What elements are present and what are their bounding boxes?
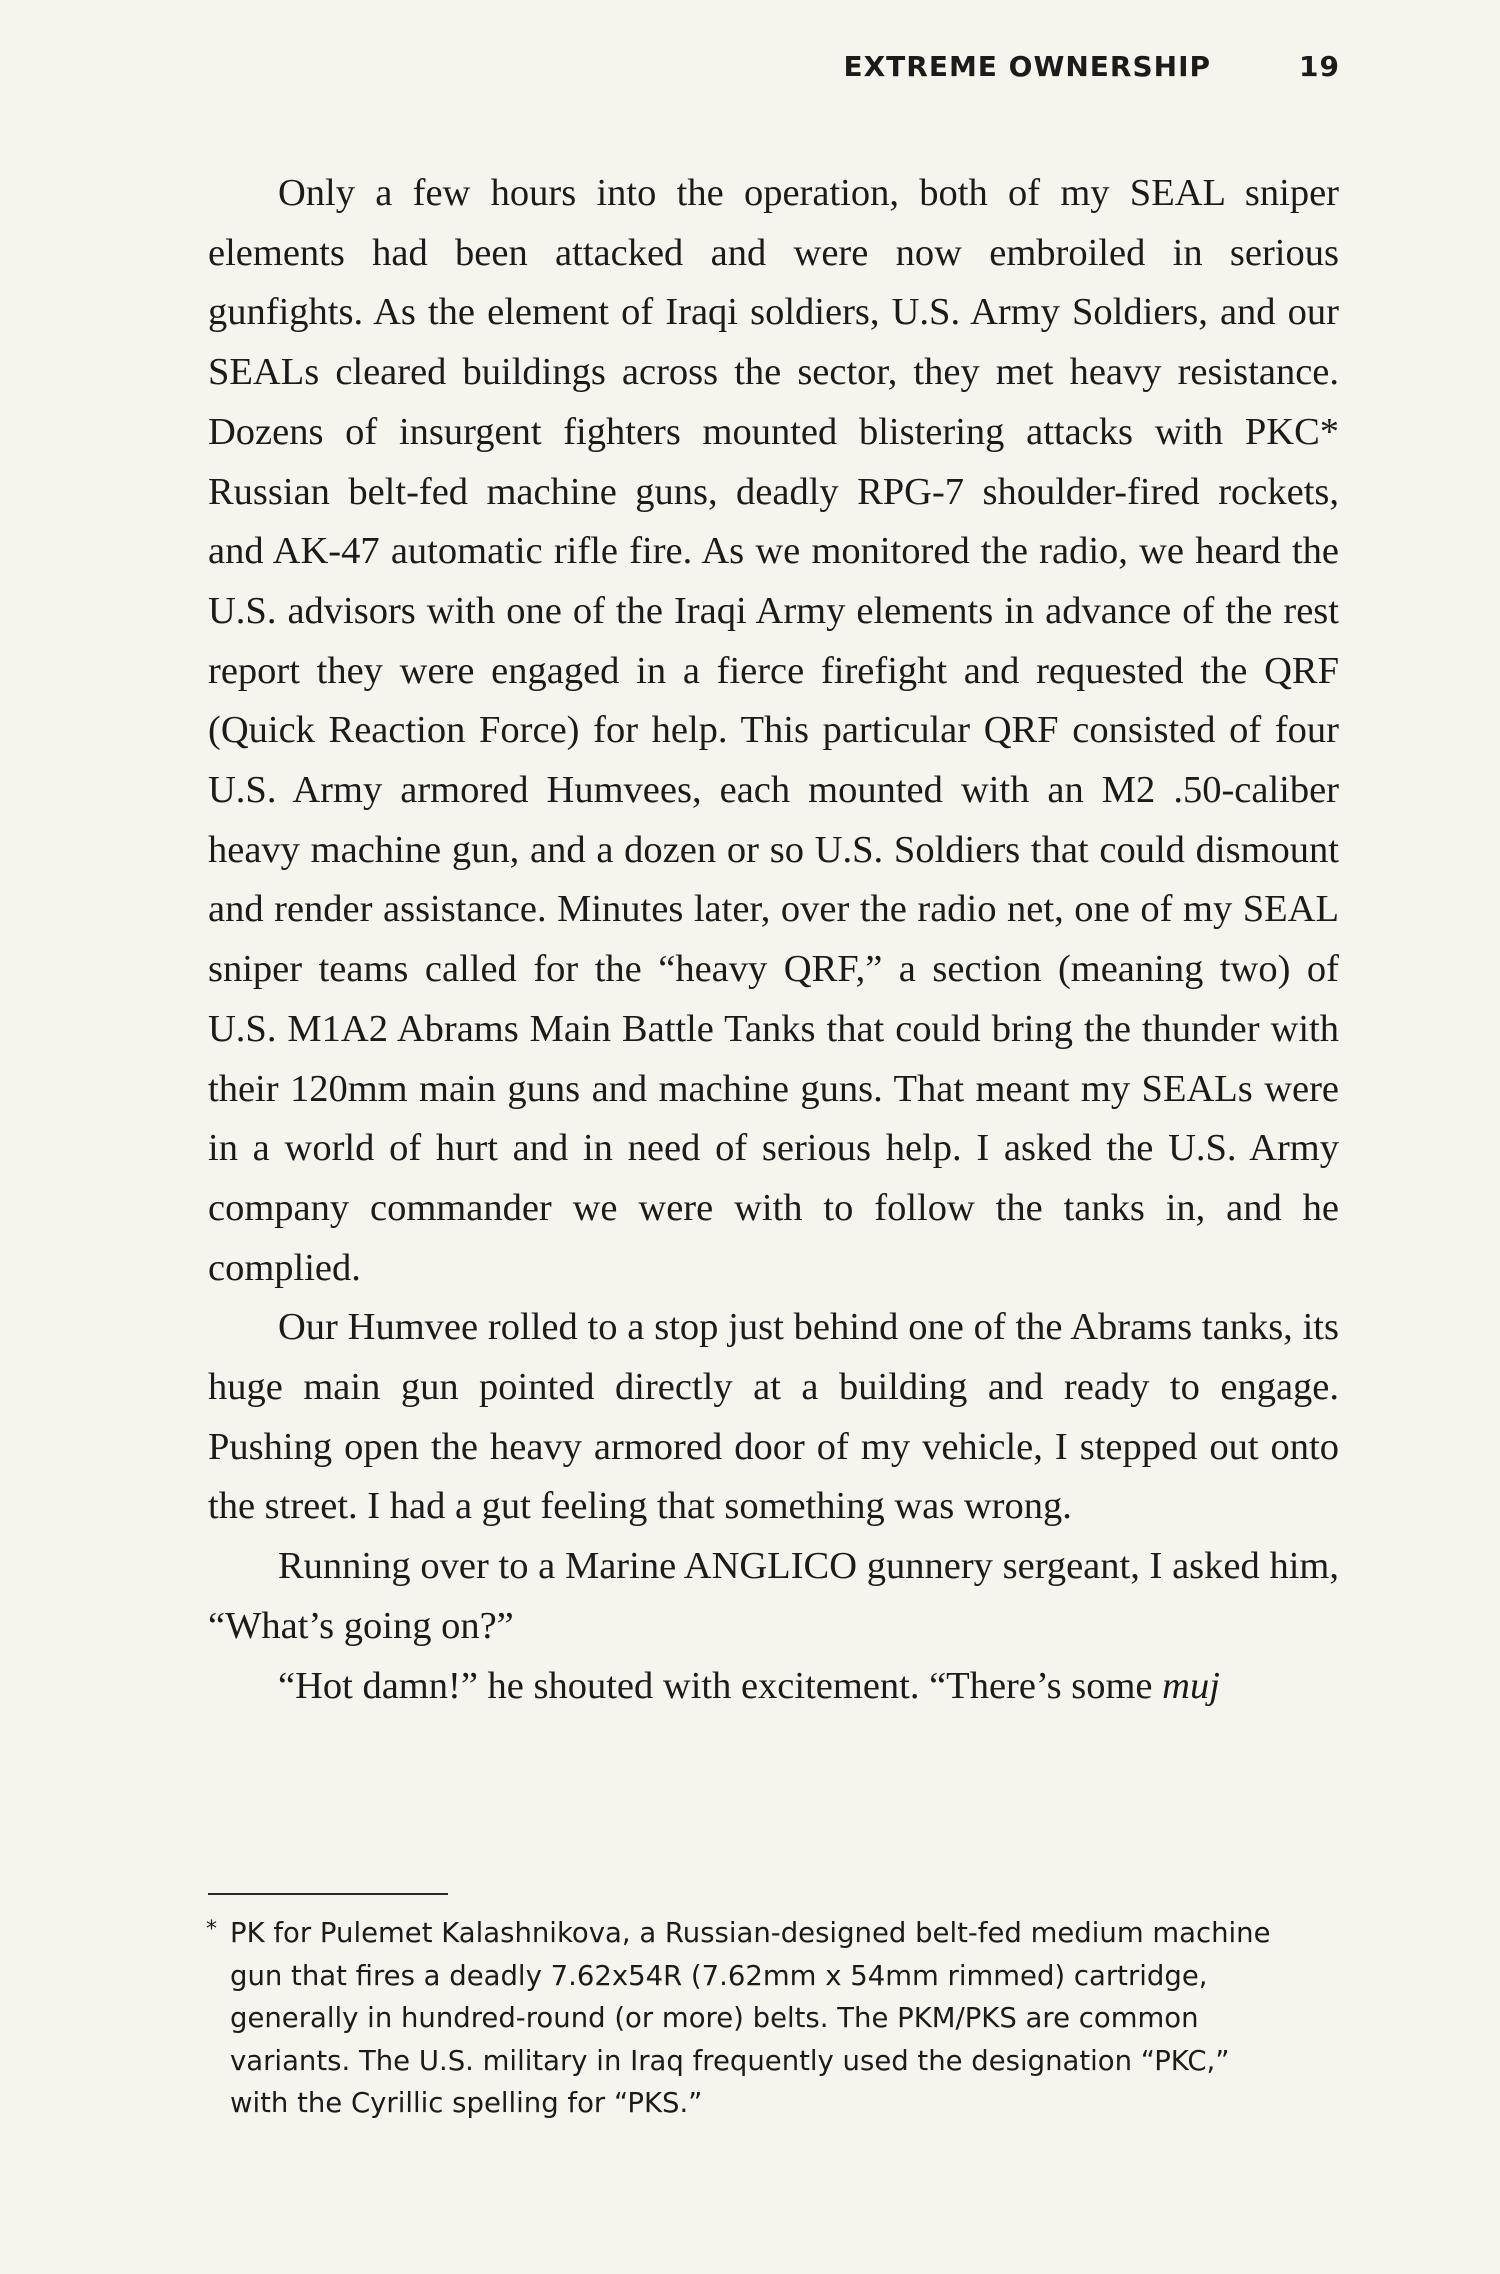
page-number: 19 — [1299, 50, 1340, 83]
footnote-line: gun that fires a deadly 7.62x54R (7.62mm x 54mm rimmed) cartridge, — [230, 1959, 1208, 1992]
paragraph: Our Humvee rolled to a stop just behind one of the Abrams tanks, its huge main gun pointed directly at a building and ready to engage. Pushing open the heavy armored door of my vehicle, I stepped out onto the street. I had a gut feeling that something was wrong. — [208, 1306, 1339, 1528]
footnote-line: variants. The U.S. military in Iraq frequently used the designation “PKC,” — [230, 2044, 1230, 2077]
footnote-line: with the Cyrillic spelling for “PKS.” — [230, 2087, 703, 2119]
footnote-line: generally in hundred-round (or more) belts. The PKM/PKS are common — [230, 2002, 1199, 2034]
footnote-line — [206, 1909, 1326, 1955]
paragraph: Only a few hours into the operation, both of my SEAL sniper elements had been attacked and were now embroiled in serious gunfights. As the element of Iraqi soldiers, U.S. Army Soldiers, and our SEALs cleared buildings across the sector, they met heavy resistance. Dozens of insurgent fighters mounted blistering attacks with PKC* Russian belt-fed machine guns, deadly RPG-7 shoulder-fired rockets, and AK-47 automatic rifle fire. As we monitored the radio, we heard the U.S. advisors with one of the Iraqi Army elements in advance of the rest report they were engaged in a fierce firefight and requested the QRF (Quick Reaction Force) for help. This particular QRF consisted of four U.S. Army armored Humvees, each mounted with an M2 .50-caliber heavy machine gun, and a dozen or so U.S. Soldiers that could dismount and render assistance. Minutes later, over the radio net, one of my SEAL sniper teams called for the “heavy QRF,” a section (meaning two) of U.S. M1A2 Abrams Main Battle Tanks that could bring the thunder with their 120mm main guns and machine guns. That meant my SEALs were in a world of hurt and in need of serious help. I asked the U.S. Army company commander we were with to follow the tanks in, and he complied. — [208, 172, 1339, 1289]
italic-word: muj — [1162, 1664, 1220, 1707]
footnote-divider — [208, 1893, 448, 1895]
body-text — [208, 164, 1339, 1716]
book-title-header: EXTREME OWNERSHIP — [843, 50, 1212, 83]
paragraph: Running over to a Marine ANGLICO gunnery sergeant, I asked him, “What’s going on?” — [208, 1545, 1339, 1647]
paragraph-last-text: “Hot damn!” he shouted with excitement. “There’s some — [278, 1664, 1163, 1707]
footnote-line-text: PK for Pulemet Kalashnikova, a Russian-designed belt-fed medium machine — [230, 1917, 1271, 1949]
paragraph-last — [208, 1657, 1339, 1717]
running-head — [843, 50, 1340, 83]
footnote — [206, 1909, 1326, 2125]
footnote-marker: * — [206, 1917, 217, 1942]
